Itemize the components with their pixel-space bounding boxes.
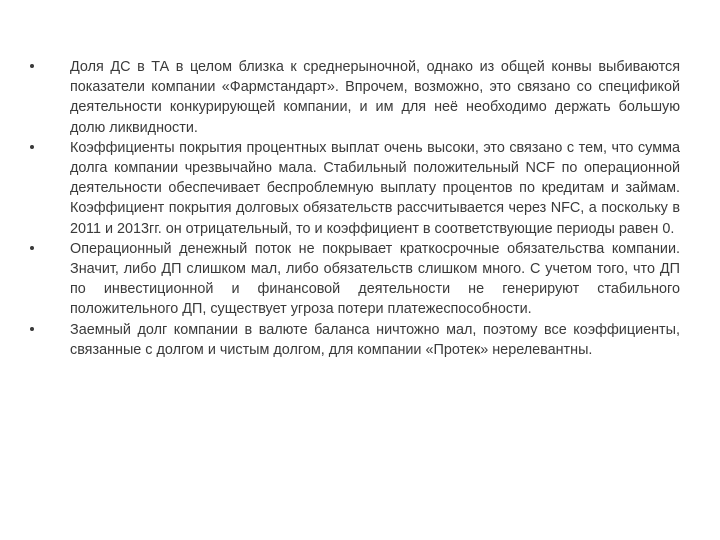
bullet-text: Коэффициенты покрытия процентных выплат очень высоки, это связано с тем, что сумма долга компании чрезвычайно мала. Стабильный положительный NCF по операционной деятельности обеспечивает беспроблемную выплату процентов по кредитам и займам. Коэффициент покрытия долговых обязательств рассчитывается через NFC, а поскольку в 2011 и 2013гг. он отрицательный, то и коэффициент в соответствующие периоды равен 0. [70, 139, 680, 237]
bullet-item-interest-coverage [30, 138, 680, 239]
bullet-text: Операционный денежный поток не покрывает краткосрочные обязательства компании. Значит, либо ДП слишком мал, либо обязательств слишком много. С учетом того, что ДП по инвестиционной и финансовой деятельности не генерируют стабильного положительного ДП, существует угроза потери платежеспособности. [70, 240, 680, 318]
bullet-text: Заемный долг компании в валюте баланса ничтожно мал, поэтому все коэффициенты, связанные с долгом и чистым долгом, для компании «Протек» нерелевантны. [70, 321, 680, 358]
bullet-text: Доля ДС в ТА в целом близка к среднерыночной, однако из общей конвы выбиваются показатели компании «Фармстандарт». Впрочем, возможно, это связано со спецификой деятельности конкурирующей компании, и им для неё необходимо держать большую долю ликвидности. [70, 59, 680, 136]
bullet-dot-icon [30, 64, 34, 68]
bullet-item-borrowed-debt [30, 320, 680, 360]
bullet-dot-icon [30, 246, 34, 250]
bullet-item-operating-cash-flow [30, 239, 680, 320]
bullet-dot-icon [30, 145, 34, 149]
bullet-item-cash-share [30, 57, 680, 138]
bullet-dot-icon [30, 327, 34, 331]
bullet-list [30, 57, 680, 360]
